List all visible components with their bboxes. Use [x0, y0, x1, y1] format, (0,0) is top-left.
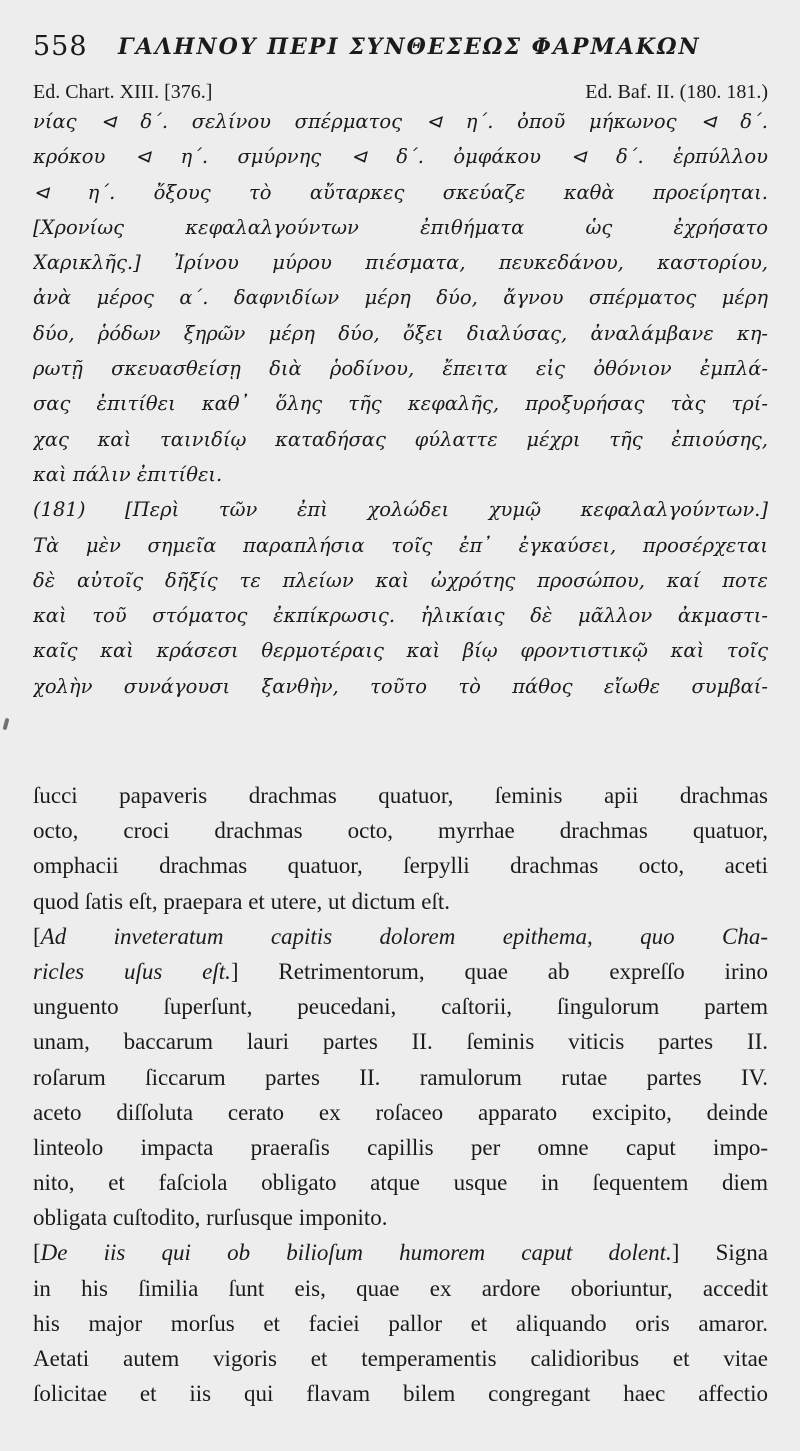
greek-line: ⊲ η΄. ὄξους τὸ αὔταρκες σκεύαζε καθὰ προείρηται.	[33, 180, 768, 204]
latin-line: linteolo impacta praeraſis capillis per omne caput impo-	[33, 1134, 768, 1160]
greek-line: δὲ αὐτοῖς δῆξίς τε πλείων καὶ ὠχρότης προσώπου, καί ποτε	[33, 568, 768, 592]
latin-line: ſolicitae et iis qui flavam bilem congregant haec affectio	[33, 1381, 768, 1407]
latin-line: [Ad inveteratum capitis dolorem epithema, quo Cha-	[33, 923, 768, 949]
latin-line: nito, et faſciola obligato atque usque in ſequentem diem	[33, 1170, 768, 1196]
greek-line: Τὰ μὲν σημεῖα παραπλήσια τοῖς ἐπ᾽ ἐγκαύσει, προσέρχεται	[33, 533, 768, 557]
greek-line: χολὴν συνάγουσι ξανθὴν, τοῦτο τὸ πάθος εἴωθε συμβαί-	[33, 674, 768, 698]
latin-line: obligata cuſtodito, rurſusque imponito.	[33, 1205, 388, 1231]
greek-line: ρωτῇ σκευασθείσῃ διὰ ῥοδίνου, ἔπειτα εἰς ὀθόνιον ἐμπλά-	[33, 357, 768, 381]
greek-line: δύο, ῥόδων ξηρῶν μέρη δύο, ὄξει διαλύσας, ἀναλάμβανε κη-	[33, 321, 768, 345]
latin-line: his major morſus et faciei pallor et aliquando oris amaror.	[33, 1310, 768, 1336]
rubric-heading: Ad inveteratum capitis dolorem epithema, quo Cha-	[40, 923, 768, 949]
latin-line: unguento ſuperſunt, peucedani, caſtorii, ſingulorum partem	[33, 994, 768, 1020]
ink-speck	[3, 718, 10, 731]
page-number: 558	[33, 31, 88, 62]
latin-text-block	[33, 778, 768, 1411]
latin-line: in his ſimilia ſunt eis, quae ex ardore oboriuntur, accedit	[33, 1275, 768, 1301]
greek-line: (181) [Περὶ τῶν ἐπὶ χολώδει χυμῷ κεφαλαλγούντων.]	[33, 498, 768, 522]
greek-line: κρόκου ⊲ η΄. σμύρνης ⊲ δ΄. ὀμφάκου ⊲ δ΄. ἑρπύλλου	[33, 145, 768, 169]
latin-line: [De iis qui ob bilioſum humorem caput dolent.] Signa	[33, 1240, 768, 1266]
edition-chartier: Ed. Chart. XIII. [376.]	[33, 81, 213, 103]
greek-line: ἀνὰ μέρος α΄. δαφνιδίων μέρη δύο, ἄγνου σπέρματος μέρη	[33, 286, 768, 310]
rubric-heading: De iis qui ob bilioſum humorem caput dolent.	[40, 1240, 672, 1266]
greek-line: καὶ πάλιν ἐπιτίθει.	[33, 462, 223, 486]
latin-line: unam, baccarum lauri partes II. ſeminis viticis partes II.	[33, 1029, 768, 1055]
latin-line: quod ſatis eſt, praepara et utere, ut dictum eſt.	[33, 888, 451, 914]
greek-line: χας καὶ ταινιδίῳ καταδήσας φύλαττε μέχρι τῆς ἐπιούσης,	[33, 427, 768, 451]
latin-line: roſarum ſiccarum partes II. ramulorum rutae partes IV.	[33, 1064, 768, 1090]
greek-line: σας ἐπιτίθει καθ᾽ ὅλης τῆς κεφαλῆς, προξυρήσας τὰς τρί-	[33, 392, 768, 416]
greek-line: νίας ⊲ δ΄. σελίνου σπέρματος ⊲ η΄. ὀποῦ μήκωνος ⊲ δ΄.	[33, 110, 768, 133]
rubric-heading: ricles uſus eſt.	[33, 958, 231, 984]
latin-line: omphacii drachmas quatuor, ſerpylli drachmas octo, aceti	[33, 853, 768, 879]
greek-line: [Χρονίως κεφαλαλγούντων ἐπιθήματα ὡς ἐχρήσατο	[33, 215, 768, 239]
greek-line: καὶ τοῦ στόματος ἐκπίκρωσις. ἡλικίαις δὲ μᾶλλον ἀκμαστι-	[33, 604, 768, 628]
greek-text-block	[33, 104, 768, 704]
latin-line: ſucci papaveris drachmas quatuor, ſeminis apii drachmas	[33, 783, 768, 808]
latin-line: aceto diſſoluta cerato ex roſaceo apparato excipito, deinde	[33, 1099, 768, 1125]
latin-line: octo, croci drachmas octo, myrrhae drachmas quatuor,	[33, 818, 768, 844]
running-title: ΓΑΛΗΝΟΥ ΠΕΡΙ ΣΥΝΘΕΣΕΩΣ ΦΑΡΜΑΚΩΝ	[118, 34, 701, 60]
latin-line: ricles uſus eſt.] Retrimentorum, quae ab expreſſo irino	[33, 958, 768, 984]
page-header	[33, 30, 768, 64]
edition-basel: Ed. Baf. II. (180. 181.)	[585, 81, 768, 103]
latin-line: Aetati autem vigoris et temperamentis calidioribus et vitae	[33, 1346, 768, 1371]
edition-reference	[33, 78, 768, 106]
greek-line: Χαρικλῆς.] Ἰρίνου μύρου πιέσματα, πευκεδάνου, καστορίου,	[33, 251, 768, 275]
greek-line: καῖς καὶ κράσεσι θερμοτέραις καὶ βίῳ φροντιστικῷ καὶ τοῖς	[33, 639, 768, 663]
